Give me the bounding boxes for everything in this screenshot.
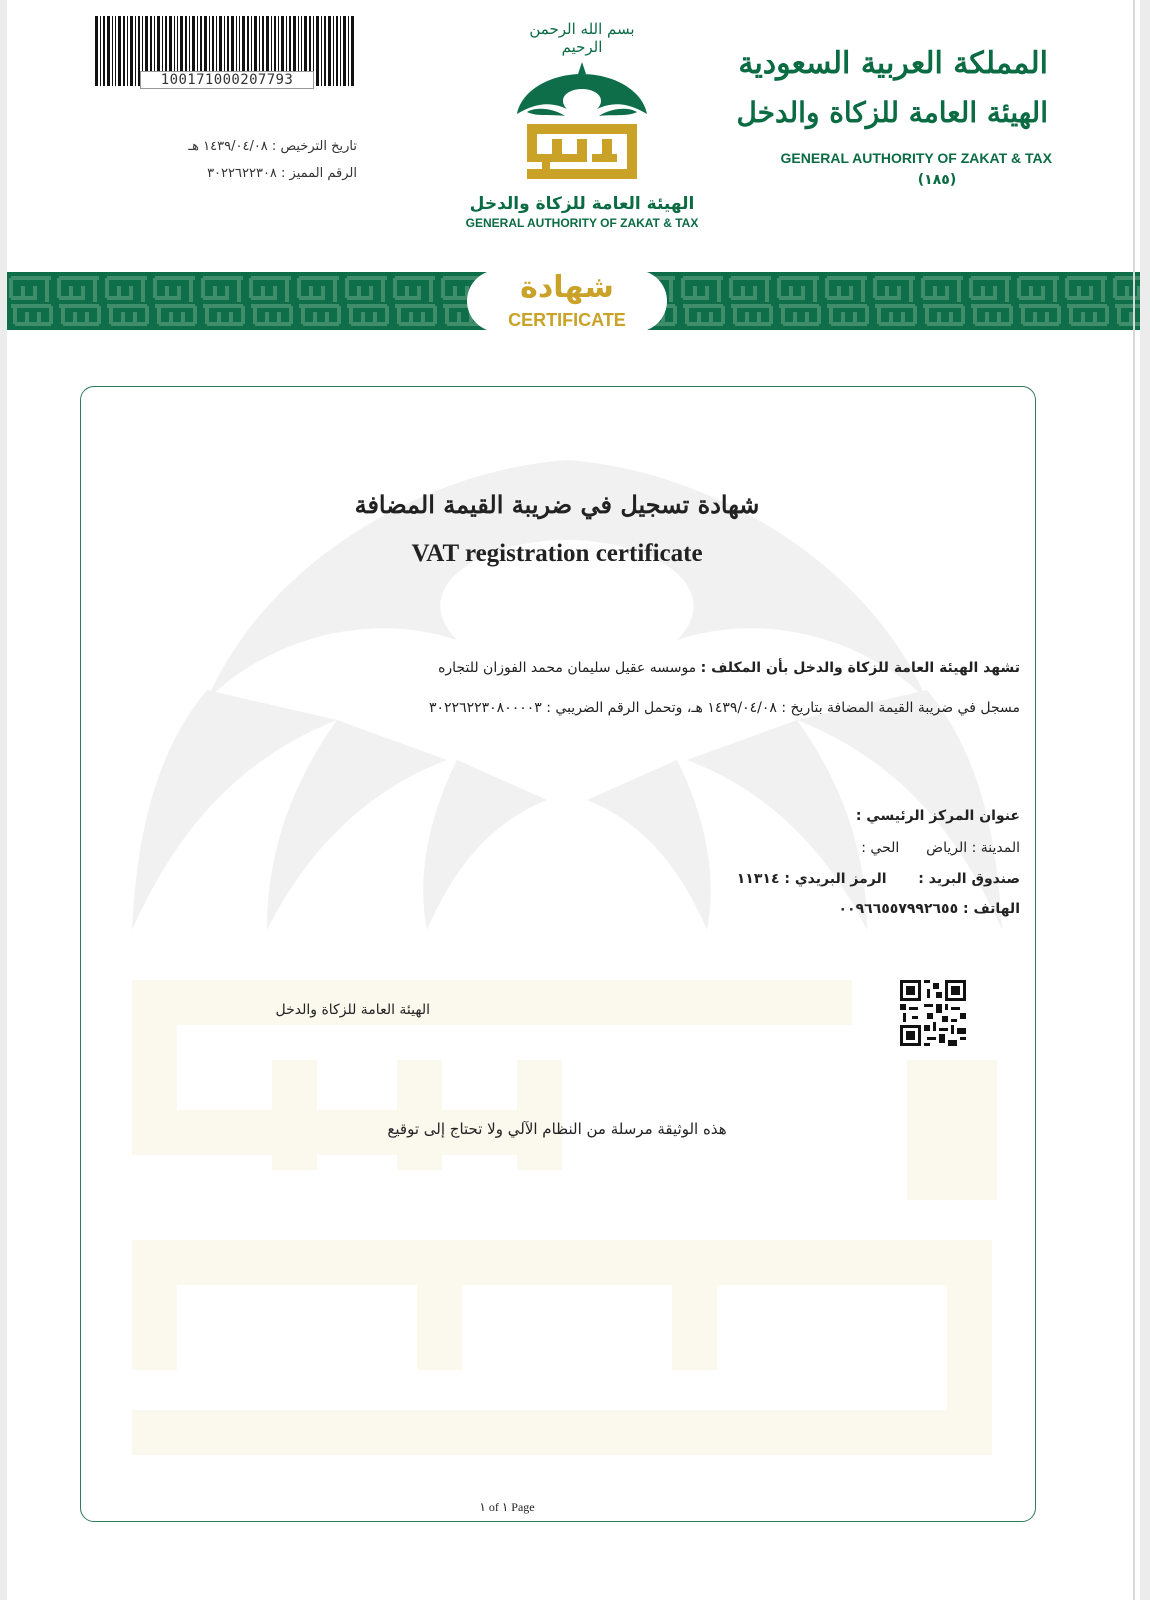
postal-value: ١١٣١٤ xyxy=(736,871,780,887)
authority-name-en: GENERAL AUTHORITY OF ZAKAT & TAX xyxy=(780,150,1052,166)
certificate-title-ar: شهادة تسجيل في ضريبة القيمة المضافة xyxy=(354,490,760,519)
postal-label: الرمز البريدي : xyxy=(784,871,887,887)
license-id: الرقم المميز : ٣٠٢٢٦٢٢٣٠٨ xyxy=(207,166,357,181)
basmala: بسم الله الرحمن الرحيم xyxy=(529,20,635,56)
certificate-label-en: CERTIFICATE xyxy=(508,310,626,330)
license-date: تاريخ الترخيص : ١٤٣٩/٠٤/٠٨ هـ xyxy=(188,139,357,154)
center-authority-en: GENERAL AUTHORITY OF ZAKAT & TAX xyxy=(465,216,699,230)
pobox-postal-line xyxy=(737,871,1020,887)
attest-label: تشهد الهيئة العامة للزكاة والدخل بأن المكلف : xyxy=(700,660,1020,676)
taxpayer-name: موسسه عقيل سليمان محمد الفوزان للتجاره xyxy=(438,660,697,676)
city-district-line xyxy=(861,840,1020,856)
auto-generated-note: هذه الوثيقة مرسلة من النظام الآلي ولا تحتاج إلى توقيع xyxy=(387,1120,727,1138)
authority-signature-text: الهيئة العامة للزكاة والدخل xyxy=(275,1002,430,1018)
city-label: المدينة : xyxy=(971,840,1020,856)
district-label: الحي : xyxy=(861,840,900,856)
barcode-number: 100171000207793 xyxy=(140,71,314,89)
city-value: الرياض xyxy=(926,840,968,856)
authority-number: (١٨٥) xyxy=(917,172,957,188)
authority-name-ar: الهيئة العامة للزكاة والدخل xyxy=(736,96,1048,129)
kingdom-name-ar: المملكة العربية السعودية xyxy=(738,46,1048,81)
center-authority-ar: الهيئة العامة للزكاة والدخل xyxy=(469,194,695,214)
certificate-label-ar: شهادة xyxy=(520,270,614,305)
registration-line: مسجل في ضريبة القيمة المضافة بتاريخ : ١٤٣٩/٠٤/٠٨ هـ، وتحمل الرقم الضريبي : ٣٠٢٢٦٢٢٣٠٨٠٠٠٠٣ xyxy=(429,700,1020,716)
phone-label: الهاتف : xyxy=(963,901,1020,917)
address-heading: عنوان المركز الرئيسي : xyxy=(855,808,1020,824)
attest-line xyxy=(438,660,1020,676)
phone-value: ٠٠٩٦٦٥٥٧٩٩٢٦٥٥ xyxy=(838,901,959,917)
certificate-page xyxy=(7,0,1140,1600)
page-edge xyxy=(1133,0,1135,1600)
page-number: ١ of ١ Page xyxy=(479,1500,535,1514)
phone-line xyxy=(839,901,1020,917)
certificate-title-en: VAT registration certificate xyxy=(411,540,703,567)
pobox-label: صندوق البريد : xyxy=(918,871,1020,887)
qr-code-icon xyxy=(900,980,966,1046)
